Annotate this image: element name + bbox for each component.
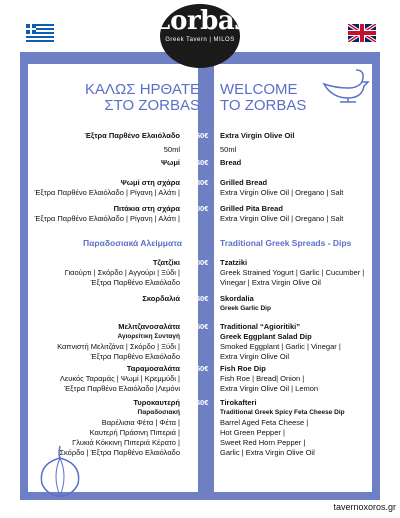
- item-subtitle-english: Traditional Greek Spicy Feta Cheese Dip: [220, 409, 345, 416]
- item-desc-english: Extra Virgin Olive Oil: [220, 352, 290, 361]
- item-name-greek: Έξτρα Παρθένο Ελαιόλαδο: [84, 131, 180, 140]
- item-price: 6,50€: [189, 398, 209, 407]
- item-desc-english: Extra Virgin Olive Oil | Oregano | Salt: [220, 188, 344, 197]
- item-desc-greek: Έξτρα Παρθένο Ελαιόλαδο | Ρίγανη | Αλάτι |: [34, 188, 180, 197]
- website-url[interactable]: tavernoxoros.gr: [333, 502, 396, 512]
- list-item: [220, 364, 380, 394]
- item-name-english: Traditional “Agioritiki”: [220, 322, 301, 331]
- item-desc-greek: Γλυκιά Κόκκινη Πιπεριά Κέρατο |: [72, 438, 180, 447]
- item-name-english: Bread: [220, 158, 242, 167]
- item-name-english: Grilled Bread: [220, 178, 268, 187]
- welcome-greek-line2: ΣΤΟ ZORBAS: [104, 97, 200, 114]
- section-title-english: Traditional Greek Spreads - Dips: [220, 238, 352, 248]
- item-desc-greek: Έξτρα Παρθένο Ελαιόλαδο: [90, 352, 180, 361]
- item-name-english: Fish Roe Dip: [220, 364, 266, 373]
- list-item: [220, 131, 380, 155]
- item-desc-english: Extra Virgin Olive Oil | Lemon: [220, 384, 319, 393]
- item-desc-english: Vinegar | Extra Virgin Olive Oil: [220, 278, 321, 287]
- item-desc-greek: Σκόρδο | Έξτρα Παρθένο Ελαιόλαδο: [59, 448, 180, 457]
- list-item: [28, 178, 180, 198]
- item-name-english: Tzatziki: [220, 258, 248, 267]
- item-subtitle-greek: Παραδοσιακή: [137, 409, 180, 416]
- item-desc-greek: 50ml: [163, 145, 180, 154]
- item-price: 4,50€: [189, 294, 209, 303]
- item-desc-greek: Γιαούρτι | Σκόρδο | Αγγούρι | Ξύδι |: [64, 268, 180, 277]
- uk-flag-icon: [348, 24, 376, 42]
- item-desc-greek: Έξτρα Παρθένο Ελαιόλαδο | Ρίγανη | Αλάτι |: [34, 214, 180, 223]
- center-price-column: [198, 52, 214, 500]
- list-item: [220, 322, 380, 362]
- item-price: 4,00€: [189, 204, 209, 213]
- item-price: 6,50€: [189, 322, 209, 331]
- item-desc-english: Barrel Aged Feta Cheese |: [220, 418, 309, 427]
- greek-flag-icon: [26, 24, 54, 42]
- item-desc-english: Smoked Eggplant | Garlic | Vinegar |: [220, 342, 341, 351]
- welcome-english-line2: TO ZORBAS: [220, 97, 307, 114]
- list-item: [28, 364, 180, 394]
- item-name-english: Extra Virgin Olive Oil: [220, 131, 295, 140]
- item-desc-greek: Βαρέλισια Φέτα | Φέτα |: [101, 418, 180, 427]
- zorbas-logo: [150, 2, 250, 66]
- item-name-greek: Σκορδαλιά: [142, 294, 180, 303]
- item-desc-english: Extra Virgin Olive Oil | Oregano | Salt: [220, 214, 344, 223]
- item-desc-greek: Καπνιστή Μελιτζάνα | Σκόρδο | Ξύδι |: [57, 342, 180, 351]
- item-subtitle-english: Greek Garlic Dip: [220, 305, 271, 312]
- item-name-english: Skordalia: [220, 294, 254, 303]
- list-item: [220, 398, 380, 458]
- welcome-title-greek: [60, 82, 200, 114]
- item-name-greek: Ταραμοσαλάτα: [126, 364, 180, 373]
- item-name-greek: Τζατζίκι: [152, 258, 180, 267]
- list-item: [220, 258, 380, 288]
- item-name-greek: Τυροκαυτερή: [133, 398, 180, 407]
- left-blue-border: [20, 52, 28, 500]
- logo-name: Zorbas: [151, 6, 249, 36]
- item-desc-greek: Έξτρα Παρθένο Ελαιόλαδο: [90, 278, 180, 287]
- item-price: 1,50€: [189, 158, 209, 167]
- item-name-english: Grilled Pita Bread: [220, 204, 283, 213]
- item-price: 6,50€: [189, 364, 209, 373]
- item-subtitle-greek: Αγιορείτικη Συνταγή: [117, 333, 180, 340]
- item-desc-english: 50ml: [220, 145, 237, 154]
- item-name-greek: Ψωμί: [161, 158, 180, 167]
- welcome-english-line1: WELCOME: [220, 81, 298, 98]
- list-item: [220, 178, 380, 198]
- list-item: [28, 322, 180, 362]
- item-name-english: Tirokafteri: [220, 398, 257, 407]
- garlic-icon: [30, 440, 90, 500]
- item-price: 5,00€: [189, 258, 209, 267]
- list-item: [28, 294, 180, 304]
- gravy-boat-icon: [318, 64, 370, 104]
- item-desc-greek: Καυτερή Πράσινη Πιπεριά |: [89, 428, 180, 437]
- item-desc-english: Fish Roe | Bread| Onion |: [220, 374, 305, 383]
- welcome-greek-line1: ΚΑΛΩΣ ΗΡΘΑΤΕ: [85, 81, 200, 98]
- item-name-greek: Πιτάκια στη σχάρα: [113, 204, 180, 213]
- item-desc-greek: Λευκός Ταραμάς | Ψωμί | Κρεμμύδι |: [59, 374, 180, 383]
- item-name-greek: Μελιτζανοσαλάτα: [118, 322, 180, 331]
- menu-header: [0, 0, 400, 52]
- item-desc-english: Sweet Red Horn Pepper |: [220, 438, 306, 447]
- item-desc-english: Greek Strained Yogurt | Garlic | Cucumber |: [220, 268, 365, 277]
- list-item: [28, 158, 180, 168]
- list-item: [220, 204, 380, 224]
- list-item: [220, 294, 380, 314]
- section-title-greek: Παραδοσιακά Αλείμματα: [83, 238, 182, 248]
- list-item: [28, 204, 180, 224]
- item-desc-english: Hot Green Pepper |: [220, 428, 285, 437]
- item-name-greek: Ψωμί στη σχάρα: [120, 178, 180, 187]
- item-price: 1,50€: [189, 131, 209, 140]
- list-item: [28, 131, 180, 155]
- logo-subtitle: Greek Tavern | MILOS: [165, 37, 235, 43]
- list-item: [28, 258, 180, 288]
- item-price: 3,80€: [189, 178, 209, 187]
- item-subtitle-english: Greek Eggplant Salad Dip: [220, 332, 312, 341]
- item-desc-greek: Έξτρα Παρθένο Ελαιόλαδο |Λεμόνι: [64, 384, 180, 393]
- item-desc-english: Garlic | Extra Virgin Olive Oil: [220, 448, 315, 457]
- list-item: [220, 158, 380, 168]
